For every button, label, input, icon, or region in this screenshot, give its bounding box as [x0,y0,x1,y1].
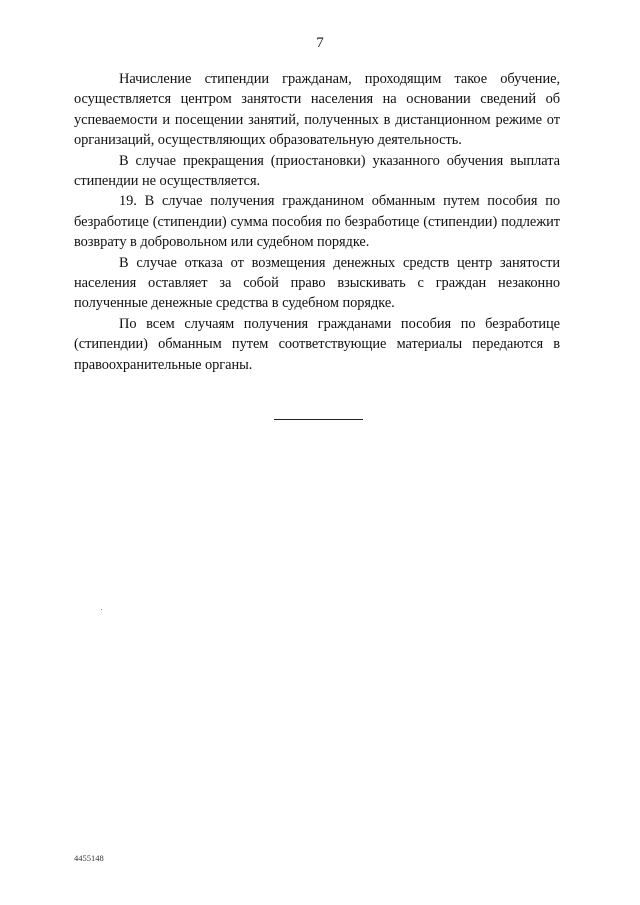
page-number: 7 [316,35,324,51]
scan-speck [101,609,102,610]
paragraph-stipend-accrual: Начисление стипендии гражданам, проходящим такое обучение, осуществляется центром занятости населения на основании сведений об успеваемости и посещении занятий, полученных в дистанционном режиме от организаций, осуществляющих образовательную деятельность. [74,71,560,149]
paragraph-stipend-termination: В случае прекращения (приостановки) указанного обучения выплата стипендии не осуществляется. [74,152,560,190]
document-code: 4455148 [74,853,104,863]
end-separator-line [274,419,363,420]
paragraph-law-enforcement: По всем случаям получения гражданами пособия по безработице (стипендии) обманным путем соответствующие материалы передаются в правоохранительные органы. [74,315,560,373]
paragraph-refund-refusal: В случае отказа от возмещения денежных средств центр занятости населения оставляет за собой право взыскивать с граждан незаконно полученные денежные средства в судебном порядке. [74,254,560,312]
paragraph-item-19: 19. В случае получения гражданином обманным путем пособия по безработице (стипендии) сумма пособия по безработице (стипендии) подлежит возврату в добровольном или судебном порядке. [74,193,560,251]
document-body [74,69,560,375]
